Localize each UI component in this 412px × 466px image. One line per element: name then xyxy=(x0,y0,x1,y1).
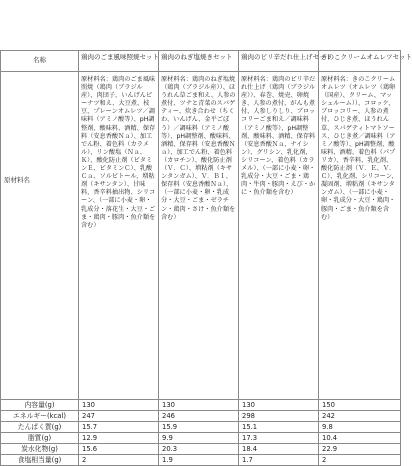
nutrition-value: 1.9 xyxy=(159,455,239,466)
nutrition-value: 17.3 xyxy=(239,433,319,444)
nutrition-row xyxy=(1,455,401,466)
nutrition-value: 12.9 xyxy=(79,433,159,444)
nutrition-value: 247 xyxy=(79,411,159,422)
nutrition-label: 脂質(g) xyxy=(1,433,79,444)
ingredients-label: 原材料名 xyxy=(1,72,79,400)
nutrition-value: 130 xyxy=(159,400,239,411)
nutrition-row xyxy=(1,411,401,422)
product-name: 鶏肉のピリ辛だれ仕上げセット xyxy=(239,51,319,72)
nutrition-label: エネルギー(kcal) xyxy=(1,411,79,422)
nutrition-row xyxy=(1,433,401,444)
product-comparison-table xyxy=(0,50,412,466)
nutrition-value: 2 xyxy=(319,455,401,466)
nutrition-value: 9.9 xyxy=(159,433,239,444)
name-label: 名称 xyxy=(1,51,79,72)
nutrition-label: たんぱく質(g) xyxy=(1,422,79,433)
nutrition-label: 食塩相当量(g) xyxy=(1,455,79,466)
nutrition-value: 1.7 xyxy=(239,455,319,466)
nutrition-value: 15.9 xyxy=(159,422,239,433)
ingredients-text: 原材料名：鶏肉のねぎ塩焼（鶏肉（ブラジル産））、ほうれん草ごま和え、人参の煮付、ツナと青菜のスパゲティー、炊き合わせ（ちくわ、いんげん、金平ごぼう）／調味料（アミノ酸等）、pH調整剤、酸味料、酒精、保存料（安息香酸Ｎａ）、加工でん粉、着色料（カロチン）、酸化防止剤（Ｖ．Ｃ）、増粘剤（キサンタンガム）、Ｖ．Ｂ１、保存料（安息香酸Ｎａ）、（一部に小麦・卵・乳成分・大豆・ごま・ゼラチン・鶏肉・さけ・魚介類を含む） xyxy=(159,72,239,400)
product-name: 鶏肉のごま風味照焼セット xyxy=(79,51,159,72)
product-name: きのこクリームオムレツセット xyxy=(319,51,401,72)
nutrition-value: 18.4 xyxy=(239,444,319,455)
nutrition-value: 150 xyxy=(319,400,401,411)
product-name: 鶏肉のねぎ塩焼きセット xyxy=(159,51,239,72)
nutrition-row xyxy=(1,400,401,411)
nutrition-value: 298 xyxy=(239,411,319,422)
nutrition-row xyxy=(1,444,401,455)
header-row xyxy=(1,51,401,72)
nutrition-value: 246 xyxy=(159,411,239,422)
nutrition-label: 炭水化物(g) xyxy=(1,444,79,455)
nutrition-value: 9.8 xyxy=(319,422,401,433)
nutrition-value: 242 xyxy=(319,411,401,422)
nutrition-value: 15.1 xyxy=(239,422,319,433)
nutrition-value: 20.3 xyxy=(159,444,239,455)
nutrition-value: 10.4 xyxy=(319,433,401,444)
nutrition-value: 15.7 xyxy=(79,422,159,433)
nutrition-value: 22.9 xyxy=(319,444,401,455)
nutrition-value: 130 xyxy=(239,400,319,411)
ingredients-row xyxy=(1,72,401,400)
ingredients-text: 原材料名：きのこクリームオムレツ（オムレツ（鶏卵（国産）、クリーム、マッシュルーム））、コロッケ、ブロッコリー、人参の煮付、ひじき煮、ほうれん草、スパゲティトマトソース、ひじき煮／調味料（アミノ酸等）、pH調整剤、酸味料、酒精、着色料（パプリカ）、香辛料、乳化剤、酸化防止剤（Ｖ．Ｅ、Ｖ．Ｃ）、乳化剤、シリコーン、凝固剤、増粘剤（キサンタンガム）、（一部に小麦・卵・乳成分・大豆・鶏肉・豚肉・ごま・魚介類を含む） xyxy=(319,72,401,400)
nutrition-value: 2 xyxy=(79,455,159,466)
nutrition-value: 130 xyxy=(79,400,159,411)
ingredients-text: 原材料名：鶏肉のごま風味照焼（鶏肉（ブラジル産）、肉団子、いんげんピーナツ和え、大豆煮、枝豆、プレーンオムレツ／調味料（アミノ酸等）、pH調整剤、酸味料、酒精、保存料（安息香酸Ｎａ）、加工でん粉、着色料（カラメル）、リン酸塩（Ｎａ、Ｋ）、酸化防止剤（ビタミンＥ、ビタミンＣ）、乳酸Ｃａ、ソルビトール、増粘剤（キサンタン）、甘味料、香辛料抽出物、シリコーン、（一部に小麦・卵・乳成分・落花生・大豆・ごま・鶏肉・豚肉・魚介類を含む） xyxy=(79,72,159,400)
nutrition-row xyxy=(1,422,401,433)
ingredients-text: 原材料名：鶏肉のピリ辛だれ仕上げ（鶏肉（ブラジル産））、春巻、焼売、卵焼き、人参の煮付、がんも煮付、人参しりしり、ブロッコリーごま和え／調味料（アミノ酸等）、pH調整剤、酸味料、酒精、保存料（安息香酸Ｎａ、ナイシン）、グリシン、乳化剤、シリコーン、着色料（カラメル）、（一部に小麦・卵・乳成分・大豆・ごま・鶏肉・牛肉・豚肉・えび・かに・魚介類を含む） xyxy=(239,72,319,400)
nutrition-value: 15.6 xyxy=(79,444,159,455)
nutrition-label: 内容量(g) xyxy=(1,400,79,411)
